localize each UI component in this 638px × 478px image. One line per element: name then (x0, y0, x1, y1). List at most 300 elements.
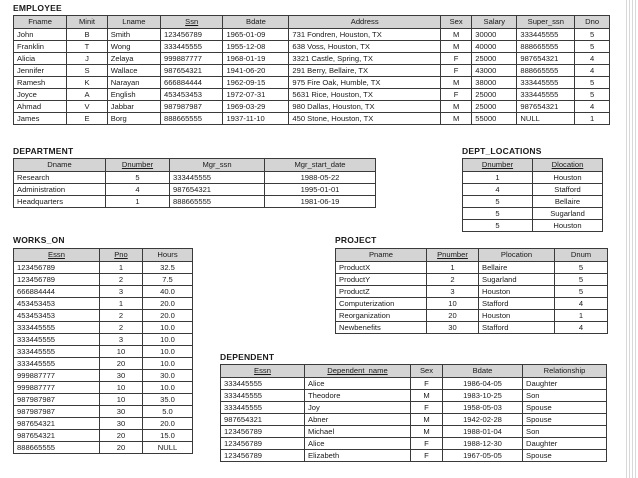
table-row (14, 298, 193, 310)
dependent-table (220, 364, 607, 462)
table-cell: 5 (106, 172, 170, 184)
table-cell: 987987987 (14, 394, 100, 406)
table-cell: Son (523, 426, 607, 438)
table-cell: Newbenefits (336, 322, 427, 334)
dept-locations-table (462, 158, 603, 232)
dept-locations-rows (463, 172, 603, 232)
table-cell: Borg (107, 113, 160, 125)
table-cell: 666884444 (14, 286, 100, 298)
table-cell: 4 (555, 322, 608, 334)
table-row (14, 406, 193, 418)
table-cell: V (67, 101, 108, 113)
table-cell: 333445555 (221, 378, 305, 390)
table-cell: 20 (100, 442, 143, 454)
table-cell: 30 (100, 418, 143, 430)
table-cell: 30.0 (143, 370, 193, 382)
table-cell: Alicia (14, 53, 67, 65)
table-cell: 1965-01-09 (223, 29, 289, 41)
table-cell: 20 (427, 310, 479, 322)
table-row (14, 310, 193, 322)
table-cell: 30000 (472, 29, 517, 41)
table-cell: 35.0 (143, 394, 193, 406)
table-cell: 987654321 (170, 184, 265, 196)
table-cell: 888665555 (517, 65, 575, 77)
table-cell: 5631 Rice, Houston, TX (289, 89, 441, 101)
table-cell: 10.0 (143, 382, 193, 394)
project-title: PROJECT (335, 235, 377, 245)
table-cell: 5.0 (143, 406, 193, 418)
table-cell: English (107, 89, 160, 101)
table-cell: Spouse (523, 414, 607, 426)
table-cell: Spouse (523, 402, 607, 414)
table-cell: 987654321 (14, 418, 100, 430)
table-cell: 888665555 (517, 41, 575, 53)
project-header-pname: Pname (336, 249, 427, 262)
table-cell: M (441, 77, 472, 89)
table-cell: 1941-06-20 (223, 65, 289, 77)
table-cell: 1937-11-10 (223, 113, 289, 125)
table-cell: M (411, 414, 443, 426)
table-cell: E (67, 113, 108, 125)
table-cell: 1 (427, 262, 479, 274)
employee-rows (14, 29, 610, 125)
table-row (221, 402, 607, 414)
table-cell: Wong (107, 41, 160, 53)
table-row (221, 390, 607, 402)
table-cell: A (67, 89, 108, 101)
table-row (463, 220, 603, 232)
table-cell: 999887777 (160, 53, 222, 65)
table-row (14, 53, 610, 65)
table-cell: ProductX (336, 262, 427, 274)
table-cell: 987654321 (14, 430, 100, 442)
table-cell: Theodore (305, 390, 411, 402)
department-header-dname: Dname (14, 159, 106, 172)
table-cell: 5 (463, 220, 533, 232)
table-cell: 25000 (472, 89, 517, 101)
table-cell: 5 (555, 274, 608, 286)
table-row (14, 101, 610, 113)
table-cell: 1942-02-28 (443, 414, 523, 426)
table-cell: Houston (533, 172, 603, 184)
table-cell: Administration (14, 184, 106, 196)
table-cell: 2 (100, 322, 143, 334)
table-cell: 1988-05-22 (265, 172, 376, 184)
table-cell: Joyce (14, 89, 67, 101)
table-cell: 987987987 (14, 406, 100, 418)
table-cell: Spouse (523, 450, 607, 462)
table-row (14, 442, 193, 454)
dependent-header-bdate: Bdate (443, 365, 523, 378)
table-cell: 333445555 (517, 29, 575, 41)
table-cell: 5 (575, 29, 610, 41)
table-cell: F (441, 65, 472, 77)
table-row (14, 184, 376, 196)
table-cell: 10 (100, 394, 143, 406)
table-row (14, 274, 193, 286)
project-header-pnumber: Pnumber (427, 249, 479, 262)
table-cell: Narayan (107, 77, 160, 89)
department-header-mgr-start-date: Mgr_start_date (265, 159, 376, 172)
table-cell: 1969-03-29 (223, 101, 289, 113)
table-cell: 20.0 (143, 298, 193, 310)
table-cell: Jennifer (14, 65, 67, 77)
table-cell: 32.5 (143, 262, 193, 274)
table-row (14, 394, 193, 406)
table-cell: 10.0 (143, 358, 193, 370)
right-edge-stripe (624, 0, 638, 478)
works-on-table (13, 248, 193, 454)
table-cell: Franklin (14, 41, 67, 53)
table-cell: 1 (100, 262, 143, 274)
table-cell: 10.0 (143, 334, 193, 346)
table-row (463, 184, 603, 196)
table-cell: 1958-05-03 (443, 402, 523, 414)
table-cell: 1 (575, 113, 610, 125)
table-row (336, 262, 608, 274)
table-cell: 1967-05-05 (443, 450, 523, 462)
department-header-dnumber: Dnumber (106, 159, 170, 172)
dependent-header-essn: Essn (221, 365, 305, 378)
table-cell: 975 Fire Oak, Humble, TX (289, 77, 441, 89)
employee-table (13, 15, 610, 125)
table-cell: 123456789 (160, 29, 222, 41)
dependent-rows (221, 378, 607, 462)
employee-header-fname: Fname (14, 16, 67, 29)
table-cell: 4 (575, 101, 610, 113)
table-cell: Joy (305, 402, 411, 414)
table-cell: 333445555 (160, 41, 222, 53)
works-on-header-essn: Essn (14, 249, 100, 262)
table-cell: J (67, 53, 108, 65)
table-cell: F (411, 438, 443, 450)
table-cell: 3 (100, 286, 143, 298)
table-cell: 10 (100, 346, 143, 358)
table-cell: ProductZ (336, 286, 427, 298)
table-row (14, 430, 193, 442)
dept-locations-title: DEPT_LOCATIONS (462, 146, 542, 156)
table-cell: 20 (100, 430, 143, 442)
table-cell: 731 Fondren, Houston, TX (289, 29, 441, 41)
table-cell: 20.0 (143, 418, 193, 430)
table-cell: 10.0 (143, 322, 193, 334)
table-cell: F (411, 378, 443, 390)
table-cell: 1995-01-01 (265, 184, 376, 196)
table-cell: 15.0 (143, 430, 193, 442)
employee-header-minit: Minit (67, 16, 108, 29)
table-cell: M (411, 390, 443, 402)
table-cell: M (441, 113, 472, 125)
table-cell: 980 Dallas, Houston, TX (289, 101, 441, 113)
table-cell: 123456789 (221, 426, 305, 438)
table-row (14, 77, 610, 89)
table-cell: 1988-12-30 (443, 438, 523, 450)
table-cell: 10.0 (143, 346, 193, 358)
table-cell: 1 (463, 172, 533, 184)
table-cell: 5 (575, 41, 610, 53)
table-row (14, 65, 610, 77)
table-row (14, 346, 193, 358)
table-cell: S (67, 65, 108, 77)
table-cell: 40.0 (143, 286, 193, 298)
table-cell: Daughter (523, 438, 607, 450)
dependent-header-relationship: Relationship (523, 365, 607, 378)
table-cell: 38000 (472, 77, 517, 89)
table-row (336, 286, 608, 298)
table-cell: 7.5 (143, 274, 193, 286)
table-row (14, 322, 193, 334)
table-cell: ProductY (336, 274, 427, 286)
table-row (336, 298, 608, 310)
table-cell: 25000 (472, 53, 517, 65)
table-cell: 20 (100, 358, 143, 370)
table-cell: 888665555 (14, 442, 100, 454)
table-cell: 3321 Castle, Spring, TX (289, 53, 441, 65)
table-row (336, 274, 608, 286)
table-row (221, 450, 607, 462)
table-cell: Ramesh (14, 77, 67, 89)
table-row (221, 378, 607, 390)
department-rows (14, 172, 376, 208)
department-header-mgr-ssn: Mgr_ssn (170, 159, 265, 172)
employee-header-lname: Lname (107, 16, 160, 29)
table-cell: Houston (479, 286, 555, 298)
table-cell: Wallace (107, 65, 160, 77)
table-cell: 55000 (472, 113, 517, 125)
table-row (336, 322, 608, 334)
table-row (463, 172, 603, 184)
employee-header-address: Address (289, 16, 441, 29)
works-on-header-pno: Pno (100, 249, 143, 262)
table-cell: Bellaire (479, 262, 555, 274)
project-rows (336, 262, 608, 334)
table-row (463, 208, 603, 220)
table-cell: 25000 (472, 101, 517, 113)
table-cell: Zelaya (107, 53, 160, 65)
table-cell: 1 (106, 196, 170, 208)
table-cell: 333445555 (221, 402, 305, 414)
table-row (14, 41, 610, 53)
table-cell: 453453453 (160, 89, 222, 101)
table-row (14, 113, 610, 125)
employee-header-salary: Salary (472, 16, 517, 29)
table-cell: 43000 (472, 65, 517, 77)
department-table (13, 158, 376, 208)
table-cell: Houston (533, 220, 603, 232)
table-cell: 2 (427, 274, 479, 286)
table-cell: 333445555 (14, 322, 100, 334)
table-cell: 987654321 (160, 65, 222, 77)
table-row (336, 310, 608, 322)
table-cell: 333445555 (14, 346, 100, 358)
table-cell: 10 (427, 298, 479, 310)
table-cell: 987987987 (160, 101, 222, 113)
table-cell: 450 Stone, Houston, TX (289, 113, 441, 125)
table-cell: 5 (463, 196, 533, 208)
table-cell: Stafford (479, 322, 555, 334)
table-cell: 4 (463, 184, 533, 196)
table-cell: 4 (575, 65, 610, 77)
table-cell: Son (523, 390, 607, 402)
table-cell: NULL (517, 113, 575, 125)
table-cell: 123456789 (221, 438, 305, 450)
table-cell: F (411, 402, 443, 414)
table-cell: Abner (305, 414, 411, 426)
table-cell: 453453453 (14, 298, 100, 310)
table-row (14, 418, 193, 430)
table-cell: 1988-01-04 (443, 426, 523, 438)
table-cell: 3 (427, 286, 479, 298)
table-row (14, 358, 193, 370)
table-cell: 5 (555, 262, 608, 274)
table-cell: 1962-09-15 (223, 77, 289, 89)
table-cell: 10 (100, 382, 143, 394)
table-row (14, 172, 376, 184)
table-cell: 5 (555, 286, 608, 298)
table-cell: 1983-10-25 (443, 390, 523, 402)
table-cell: Computerization (336, 298, 427, 310)
project-header-plocation: Plocation (479, 249, 555, 262)
table-cell: 999887777 (14, 382, 100, 394)
table-cell: Sugarland (533, 208, 603, 220)
table-cell: 2 (100, 310, 143, 322)
table-cell: James (14, 113, 67, 125)
table-cell: 30 (100, 370, 143, 382)
table-cell: 123456789 (221, 450, 305, 462)
table-cell: M (441, 29, 472, 41)
table-row (14, 370, 193, 382)
table-cell: Stafford (533, 184, 603, 196)
table-cell: Stafford (479, 298, 555, 310)
table-cell: 987654321 (517, 53, 575, 65)
table-row (14, 196, 376, 208)
dependent-header-dependent-name: Dependent_name (305, 365, 411, 378)
table-row (14, 334, 193, 346)
table-cell: 638 Voss, Houston, TX (289, 41, 441, 53)
table-cell: Michael (305, 426, 411, 438)
table-cell: John (14, 29, 67, 41)
table-row (14, 382, 193, 394)
table-cell: 333445555 (221, 390, 305, 402)
table-cell: 5 (575, 89, 610, 101)
table-cell: Ahmad (14, 101, 67, 113)
department-title: DEPARTMENT (13, 146, 74, 156)
employee-title: EMPLOYEE (13, 3, 62, 13)
table-row (14, 89, 610, 101)
table-cell: 5 (463, 208, 533, 220)
table-cell: M (441, 101, 472, 113)
dept-locations-header-dnumber: Dnumber (463, 159, 533, 172)
table-cell: 333445555 (14, 334, 100, 346)
table-cell: 333445555 (14, 358, 100, 370)
table-cell: 20.0 (143, 310, 193, 322)
table-row (14, 262, 193, 274)
table-cell: 987654321 (221, 414, 305, 426)
table-cell: 888665555 (170, 196, 265, 208)
table-cell: 5 (575, 77, 610, 89)
dependent-header-sex: Sex (411, 365, 443, 378)
table-cell: 1 (555, 310, 608, 322)
table-cell: 4 (575, 53, 610, 65)
employee-header-sex: Sex (441, 16, 472, 29)
employee-header-bdate: Bdate (223, 16, 289, 29)
table-cell: Elizabeth (305, 450, 411, 462)
table-cell: 30 (100, 406, 143, 418)
table-row (221, 414, 607, 426)
table-cell: Headquarters (14, 196, 106, 208)
table-cell: 666884444 (160, 77, 222, 89)
table-cell: 30 (427, 322, 479, 334)
table-cell: 1981-06-19 (265, 196, 376, 208)
table-cell: 3 (100, 334, 143, 346)
table-cell: 333445555 (517, 77, 575, 89)
table-row (221, 438, 607, 450)
dept-locations-header-dlocation: Dlocation (533, 159, 603, 172)
table-row (14, 286, 193, 298)
table-cell: Houston (479, 310, 555, 322)
employee-header-ssn: Ssn (160, 16, 222, 29)
table-cell: T (67, 41, 108, 53)
table-cell: 333445555 (170, 172, 265, 184)
table-cell: F (411, 450, 443, 462)
table-cell: 987654321 (517, 101, 575, 113)
table-cell: 1986-04-05 (443, 378, 523, 390)
table-cell: Reorganization (336, 310, 427, 322)
project-table (335, 248, 608, 334)
table-cell: 123456789 (14, 274, 100, 286)
table-cell: 888665555 (160, 113, 222, 125)
table-cell: B (67, 29, 108, 41)
table-cell: Jabbar (107, 101, 160, 113)
table-cell: 453453453 (14, 310, 100, 322)
table-cell: 999887777 (14, 370, 100, 382)
table-cell: 333445555 (517, 89, 575, 101)
table-cell: Alice (305, 438, 411, 450)
works-on-header-hours: Hours (143, 249, 193, 262)
table-cell: Sugarland (479, 274, 555, 286)
table-cell: 1972-07-31 (223, 89, 289, 101)
table-cell: 2 (100, 274, 143, 286)
table-cell: Alice (305, 378, 411, 390)
table-cell: 4 (106, 184, 170, 196)
table-cell: Smith (107, 29, 160, 41)
table-cell: Bellaire (533, 196, 603, 208)
table-row (14, 29, 610, 41)
table-cell: 291 Berry, Bellaire, TX (289, 65, 441, 77)
table-row (463, 196, 603, 208)
project-header-dnum: Dnum (555, 249, 608, 262)
table-cell: Research (14, 172, 106, 184)
employee-header-dno: Dno (575, 16, 610, 29)
table-cell: 40000 (472, 41, 517, 53)
table-cell: NULL (143, 442, 193, 454)
table-cell: Daughter (523, 378, 607, 390)
table-cell: 1968-01-19 (223, 53, 289, 65)
table-cell: 123456789 (14, 262, 100, 274)
table-cell: M (441, 41, 472, 53)
table-cell: 1 (100, 298, 143, 310)
table-row (221, 426, 607, 438)
table-cell: 4 (555, 298, 608, 310)
works-on-title: WORKS_ON (13, 235, 65, 245)
table-cell: F (441, 89, 472, 101)
table-cell: F (441, 53, 472, 65)
works-on-rows (14, 262, 193, 454)
table-cell: M (411, 426, 443, 438)
table-cell: K (67, 77, 108, 89)
dependent-title: DEPENDENT (220, 352, 275, 362)
employee-header-super-ssn: Super_ssn (517, 16, 575, 29)
